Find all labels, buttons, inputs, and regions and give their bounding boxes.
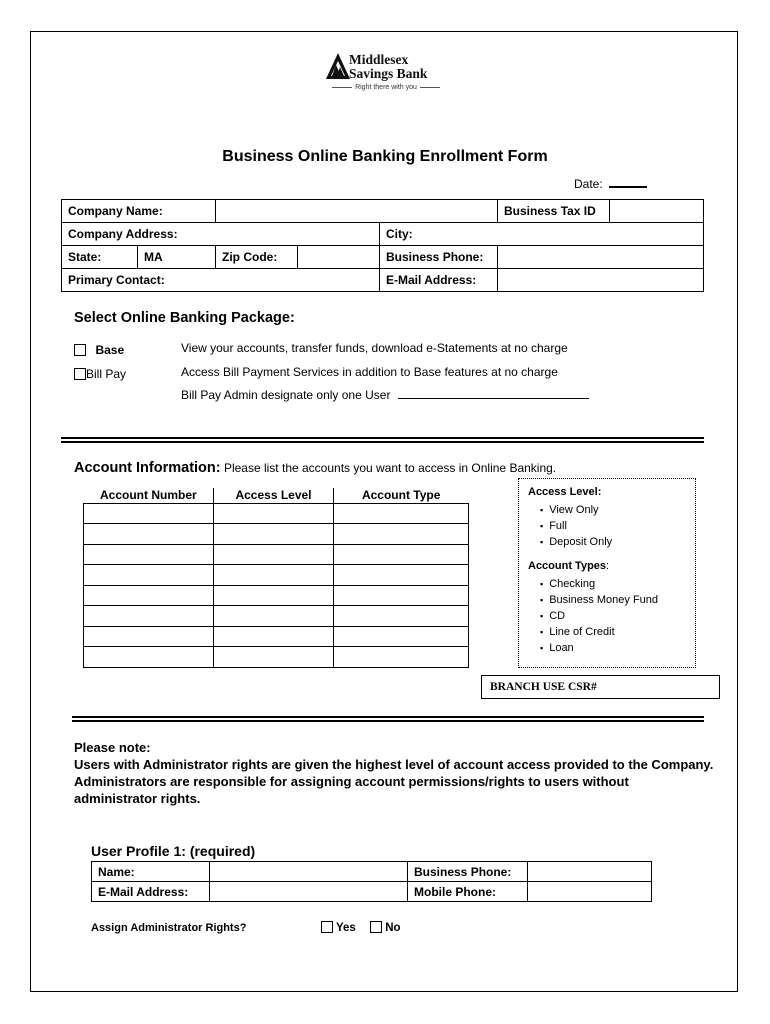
assign-admin-label: Assign Administrator Rights?: [91, 922, 247, 934]
base-option[interactable]: [74, 341, 124, 359]
account-types-title: Account Types: [528, 560, 607, 572]
branch-use-label: BRANCH USE CSR#: [490, 681, 597, 693]
billpay-admin: [181, 388, 589, 402]
date-label: Date:: [574, 177, 603, 191]
account-number-cell[interactable]: [84, 565, 214, 586]
user-profile-table: [91, 861, 652, 902]
account-type-cell[interactable]: [333, 544, 468, 565]
list-item: ▪ Line of Credit: [540, 624, 686, 640]
access-level-cell[interactable]: [214, 544, 334, 565]
col-account-number: Account Number: [84, 488, 214, 503]
billpay-checkbox[interactable]: [74, 368, 86, 380]
table-row: [84, 524, 469, 545]
admin-yes-option[interactable]: [321, 921, 356, 934]
bank-logo: [325, 48, 450, 94]
logo-tagline: Right there with you: [325, 84, 447, 91]
list-item: ▪ Business Money Fund: [540, 592, 686, 608]
table-row: [84, 626, 469, 647]
table-row: [84, 544, 469, 565]
account-number-cell[interactable]: [84, 626, 214, 647]
table-row: [84, 606, 469, 627]
note-body: Users with Administrator rights are given the highest level of account access provided to the Company. Administrators are responsible for assigning account permissions/rights to users without administrator rights.: [74, 757, 714, 806]
access-level-cell[interactable]: [214, 565, 334, 586]
table-row: [84, 647, 469, 668]
account-info-subtitle: Please list the accounts you want to access in Online Banking.: [223, 461, 557, 475]
base-label: Base: [95, 343, 125, 357]
col-access-level: Access Level: [214, 488, 334, 503]
branch-use-box: [481, 675, 720, 699]
accounts-table: [83, 488, 469, 668]
account-types-list: [528, 576, 686, 656]
user-email-input[interactable]: [210, 882, 408, 902]
account-number-cell[interactable]: [84, 503, 214, 524]
account-number-cell[interactable]: [84, 544, 214, 565]
package-title: Select Online Banking Package:: [74, 310, 295, 326]
list-item: ▪ Checking: [540, 576, 686, 592]
user-name-label: Name:: [92, 862, 210, 882]
user-name-input[interactable]: [210, 862, 408, 882]
account-number-cell[interactable]: [84, 647, 214, 668]
user-business-phone-input[interactable]: [528, 862, 652, 882]
account-type-cell[interactable]: [333, 647, 468, 668]
account-info-heading: [74, 460, 556, 476]
account-type-cell[interactable]: [333, 626, 468, 647]
account-types-heading: [528, 560, 686, 572]
access-level-title: Access Level:: [528, 486, 602, 498]
email-input[interactable]: [498, 269, 704, 292]
business-phone-label: Business Phone:: [380, 246, 498, 269]
list-item: ▪ CD: [540, 608, 686, 624]
access-level-cell[interactable]: [214, 606, 334, 627]
company-address-label: Company Address:: [62, 223, 380, 246]
access-level-cell[interactable]: [214, 626, 334, 647]
billpay-admin-line[interactable]: [398, 398, 589, 399]
access-level-cell[interactable]: [214, 503, 334, 524]
access-level-cell[interactable]: [214, 647, 334, 668]
legend-box: [518, 478, 696, 668]
note-block: [74, 739, 714, 807]
user-mobile-phone-input[interactable]: [528, 882, 652, 902]
base-description: View your accounts, transfer funds, download e-Statements at no charge: [181, 341, 568, 355]
list-item: ▪ Full: [540, 518, 686, 534]
state-label: State:: [62, 246, 138, 269]
admin-yes-label: Yes: [336, 922, 356, 934]
table-row: [84, 585, 469, 606]
account-type-cell[interactable]: [333, 524, 468, 545]
account-type-cell[interactable]: [333, 585, 468, 606]
col-account-type: Account Type: [333, 488, 468, 503]
access-level-cell[interactable]: [214, 585, 334, 606]
admin-no-label: No: [385, 922, 401, 934]
list-item: ▪ View Only: [540, 502, 686, 518]
accounts-table-body: [84, 503, 469, 667]
city-label: City:: [380, 223, 704, 246]
business-tax-id-input[interactable]: [610, 200, 704, 223]
account-types-colon: :: [606, 560, 610, 572]
account-number-cell[interactable]: [84, 585, 214, 606]
admin-yes-checkbox[interactable]: [321, 921, 333, 933]
business-tax-id-label: Business Tax ID: [498, 200, 610, 223]
billpay-description: Access Bill Payment Services in addition to Base features at no charge: [181, 365, 558, 379]
zip-input[interactable]: [298, 246, 380, 269]
billpay-label: Bill Pay: [86, 367, 127, 381]
user-business-phone-label: Business Phone:: [408, 862, 528, 882]
logo-line2: Savings Bank: [349, 66, 428, 81]
account-type-cell[interactable]: [333, 606, 468, 627]
company-info-table: [61, 199, 704, 292]
base-checkbox[interactable]: [74, 344, 86, 356]
billpay-option[interactable]: [74, 365, 126, 383]
section-divider-1: [61, 437, 704, 443]
mountain-logo-icon: [325, 51, 351, 81]
table-row: [84, 503, 469, 524]
user-profile-title: User Profile 1: (required): [91, 843, 256, 859]
list-item: ▪ Deposit Only: [540, 534, 686, 550]
note-heading: Please note:: [74, 740, 151, 755]
business-phone-input[interactable]: [498, 246, 704, 269]
user-mobile-phone-label: Mobile Phone:: [408, 882, 528, 902]
account-type-cell[interactable]: [333, 503, 468, 524]
account-number-cell[interactable]: [84, 524, 214, 545]
date-field[interactable]: [574, 177, 647, 191]
list-item: ▪ Loan: [540, 640, 686, 656]
account-info-title: Account Information:: [74, 460, 221, 476]
billpay-admin-note: Bill Pay Admin designate only one User: [181, 388, 391, 402]
email-label: E-Mail Address:: [380, 269, 498, 292]
account-number-cell[interactable]: [84, 606, 214, 627]
admin-no-checkbox[interactable]: [370, 921, 382, 933]
form-title: Business Online Banking Enrollment Form: [222, 148, 548, 165]
logo-line1: Middlesex: [349, 52, 409, 67]
user-email-label: E-Mail Address:: [92, 882, 210, 902]
account-type-cell[interactable]: [333, 565, 468, 586]
primary-contact-label: Primary Contact:: [62, 269, 380, 292]
date-line[interactable]: [609, 186, 647, 188]
admin-no-option[interactable]: [370, 921, 401, 934]
section-divider-2: [72, 716, 704, 722]
access-level-list: [528, 502, 686, 550]
company-name-label: Company Name:: [62, 200, 216, 223]
state-value[interactable]: MA: [138, 246, 216, 269]
access-level-cell[interactable]: [214, 524, 334, 545]
zip-label: Zip Code:: [216, 246, 298, 269]
company-name-input[interactable]: [216, 200, 498, 223]
table-row: [84, 565, 469, 586]
